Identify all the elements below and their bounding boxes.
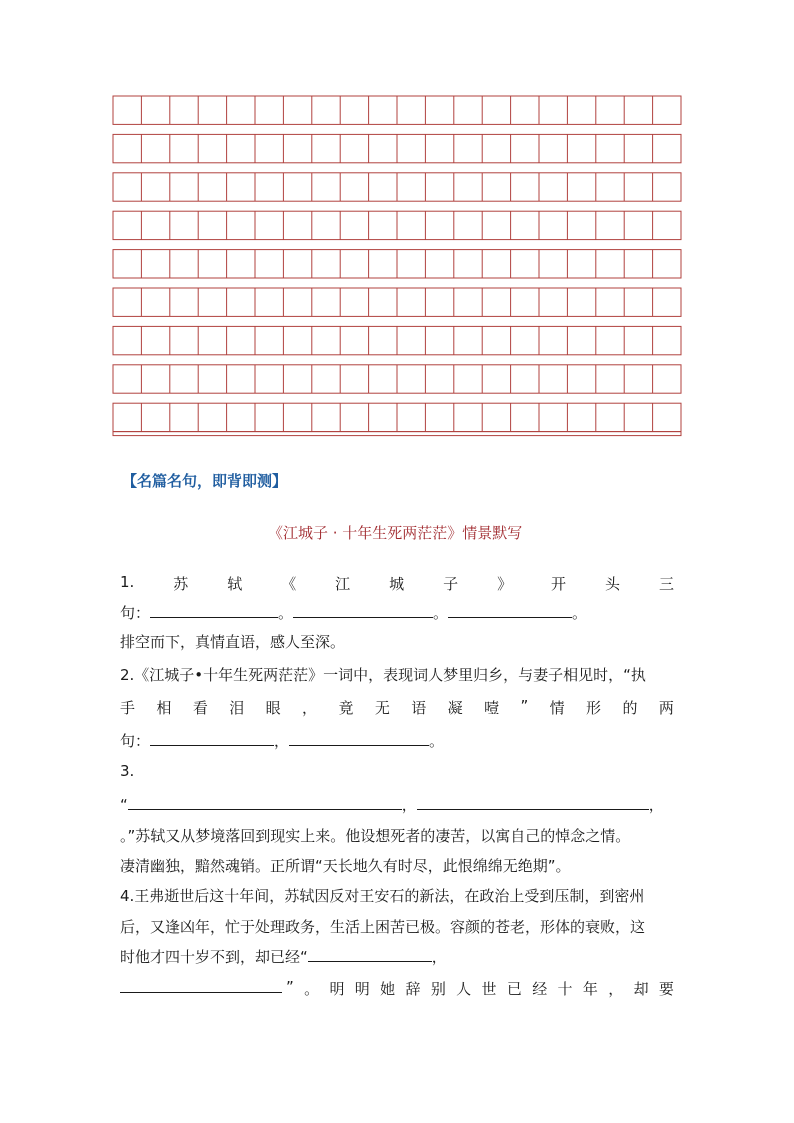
- q3-comma-2: ，: [648, 796, 664, 814]
- q2-line1: 2.《江城子•十年生死两茫茫》一词中，表现词人梦里归乡，与妻子相见时，“执: [120, 666, 646, 684]
- q1-line3: 排空而下，真情直语，感人至深。: [120, 633, 346, 651]
- q2-line2: [120, 697, 674, 718]
- spread-char: 十: [557, 980, 573, 998]
- spread-char: 别: [430, 980, 446, 998]
- spread-char: 语: [411, 699, 427, 717]
- spread-char: 明: [329, 980, 345, 998]
- q3-blank-2[interactable]: [417, 795, 649, 810]
- spread-char: 》: [497, 575, 513, 593]
- spread-char: 看: [192, 699, 208, 717]
- q2-prefix: 句：: [120, 732, 151, 750]
- q1-prefix: 句：: [120, 604, 151, 622]
- spread-char: 相: [156, 699, 172, 717]
- q4-line3: [120, 946, 447, 967]
- q3-comma-1: ，: [401, 796, 417, 814]
- spread-char: ，: [608, 980, 624, 998]
- spread-char: 眼: [265, 699, 281, 717]
- spread-char: 泪: [229, 699, 245, 717]
- spread-char: 却: [633, 980, 649, 998]
- q3-open-quote: “: [120, 796, 128, 814]
- q1-line1: [120, 573, 674, 594]
- spread-char: 无: [374, 699, 390, 717]
- spread-char: 人: [456, 980, 472, 998]
- q4-line1: 4.王弗逝世后这十年间，苏轼因反对王安石的新法，在政治上受到压制，到密州: [120, 887, 645, 905]
- poem-subtitle: 《江城子 · 十年生死两茫茫》情景默写: [268, 524, 523, 542]
- q4-blank-2[interactable]: [120, 978, 282, 993]
- q2-blank-2[interactable]: [289, 731, 429, 746]
- q4-blank-1[interactable]: [308, 947, 432, 962]
- q2-line3: [120, 730, 444, 751]
- q2-blank-1[interactable]: [150, 731, 274, 746]
- spread-char: 手: [120, 699, 136, 717]
- spread-char: 轼: [227, 575, 243, 593]
- q1-blank-3[interactable]: [448, 603, 572, 618]
- spread-char: 两: [658, 699, 674, 717]
- spread-char: 凝: [447, 699, 463, 717]
- spread-char: 情: [549, 699, 565, 717]
- spread-char: 的: [622, 699, 638, 717]
- spread-char: 她: [380, 980, 396, 998]
- q1-blank-1[interactable]: [150, 603, 278, 618]
- spread-char: 噎: [484, 699, 500, 717]
- q4-line4-text: [286, 978, 674, 999]
- q2-sep-1: ，: [274, 732, 290, 750]
- spread-char: 经: [532, 980, 548, 998]
- spread-char: 要: [658, 980, 674, 998]
- spread-char: ，: [302, 699, 318, 717]
- q3-blank-1[interactable]: [128, 795, 402, 810]
- spread-char: 苏: [173, 575, 189, 593]
- writing-grid: [0, 0, 794, 440]
- spread-char: 开: [551, 575, 567, 593]
- q4-line2: 后，又逢凶年，忙于处理政务，生活上困苦已极。容颜的苍老，形体的衰败，这: [120, 918, 646, 936]
- spread-char: 江: [335, 575, 351, 593]
- q3-number: 3.: [120, 762, 135, 780]
- spread-char: 三: [658, 575, 674, 593]
- q4-suffix: ，: [431, 948, 447, 966]
- q1-blank-2[interactable]: [293, 603, 433, 618]
- spread-char: 形: [586, 699, 602, 717]
- q1-sep-1: 。: [278, 604, 294, 622]
- spread-char: 竟: [338, 699, 354, 717]
- spread-char: ”: [520, 697, 529, 715]
- q1-sep-2: 。: [433, 604, 449, 622]
- spread-char: 明: [354, 980, 370, 998]
- spread-char: 。: [304, 980, 320, 998]
- q3-line3: 。”苏轼又从梦境落回到现实上来。他设想死者的凄苦，以寓自己的悼念之情。: [120, 827, 631, 845]
- section-heading: 【名篇名句，即背即测】: [122, 472, 288, 490]
- spread-char: 《: [281, 575, 297, 593]
- spread-char: 城: [389, 575, 405, 593]
- spread-char: 辞: [405, 980, 421, 998]
- q1-sep-3: 。: [572, 604, 588, 622]
- grid-bottom-strip: [113, 432, 681, 436]
- spread-char: 世: [481, 980, 497, 998]
- spread-char: 1.: [120, 573, 135, 591]
- spread-char: 子: [443, 575, 459, 593]
- q3-line2: [120, 794, 664, 815]
- q3-line4: 凄清幽独，黯然魂销。正所谓“天长地久有时尽，此恨绵绵无绝期”。: [120, 857, 571, 875]
- q1-line2: [120, 602, 587, 623]
- spread-char: 已: [506, 980, 522, 998]
- spread-char: 年: [582, 980, 598, 998]
- spread-char: 头: [605, 575, 621, 593]
- q4-prefix: 时他才四十岁不到，却已经“: [120, 948, 308, 966]
- spread-char: ”: [286, 978, 294, 996]
- q2-sep-2: 。: [429, 732, 445, 750]
